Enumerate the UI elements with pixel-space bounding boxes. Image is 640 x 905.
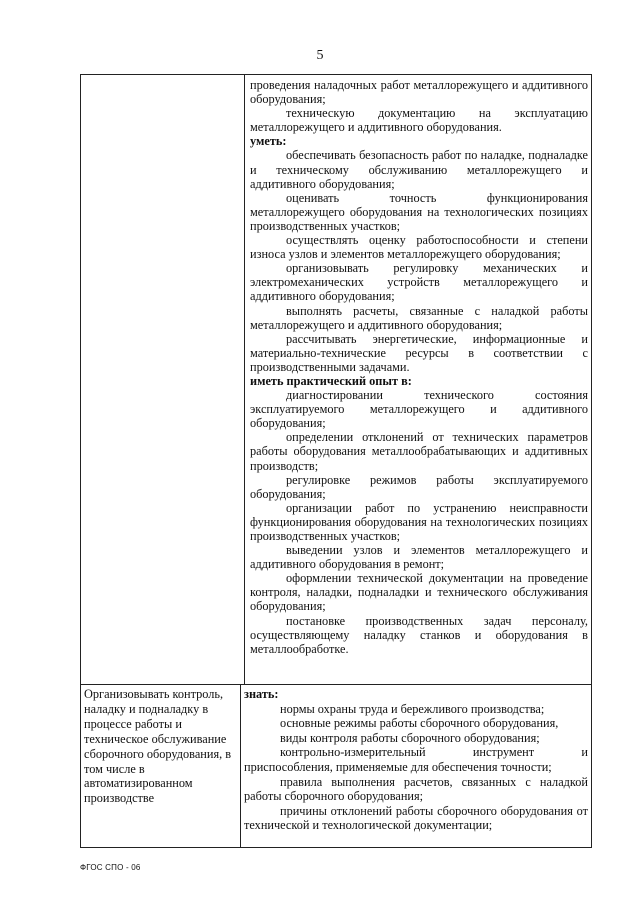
requirement-item: оформлении технической документации на проведение контроля, наладки, подналадки и технического обслуживания оборудования;	[250, 571, 588, 614]
requirement-item: выведении узлов и элементов металлорежущего и аддитивного оборудования в ремонт;	[250, 543, 588, 572]
requirement-item: организовывать регулировку механических и электромеханических устройств металлорежущего и аддитивного оборудования;	[250, 261, 588, 304]
requirement-item: организации работ по устранению неисправности функционирования оборудования на технологических позициях производственных участков;	[250, 500, 588, 543]
requirement-item: осуществлять оценку работоспособности и степени износа узлов и элементов металлорежущего оборудования;	[250, 233, 588, 262]
requirement-item: правила выполнения расчетов, связанных с наладкой работы сборочного оборудования;	[244, 774, 588, 804]
requirement-item: рассчитывать энергетические, информационные и материально-технические ресурсы в соответствии с производственными задачами.	[250, 331, 588, 374]
requirement-item: виды контроля работы сборочного оборудования;	[280, 730, 540, 745]
requirement-item: определении отклонений от технических параметров работы оборудования металлообрабатывающих и аддитивных производств;	[250, 430, 588, 473]
table-column-divider-top	[244, 74, 245, 684]
section-heading: знать:	[244, 687, 279, 701]
requirement-item: регулировке режимов работы эксплуатируемого оборудования;	[250, 472, 588, 501]
requirement-item: причины отклонений работы сборочного оборудования от технической и технологической документации;	[244, 803, 588, 833]
section-heading: уметь:	[250, 134, 287, 149]
requirement-item: диагностировании технического состояния эксплуатируемого металлорежущего и аддитивного оборудования;	[250, 388, 588, 431]
competency-cell	[84, 687, 236, 806]
requirement-item: контрольно-измерительный инструмент и приспособления, применяемые для обеспечения точности;	[244, 745, 588, 774]
requirement-item: постановке производственных задач персоналу, осуществляющему наладку станков и оборудования в металлообработке.	[250, 613, 588, 656]
requirement-item: техническую документацию на эксплуатацию металлорежущего и аддитивного оборудования.	[250, 106, 588, 135]
requirement-item: нормы охраны труда и бережливого производства;	[280, 701, 545, 716]
requirements-cell-top	[250, 78, 588, 656]
section-heading: иметь практический опыт в:	[250, 373, 412, 388]
requirement-item: выполнять расчеты, связанные с наладкой работы металлорежущего и аддитивного оборудования;	[250, 303, 588, 332]
requirements-cell-bottom	[244, 687, 588, 833]
requirement-item: проведения наладочных работ металлорежущего и аддитивного оборудования;	[250, 78, 588, 107]
table-row-divider	[80, 684, 592, 685]
requirement-item: основные режимы работы сборочного оборудования,	[280, 716, 559, 731]
table-column-divider-bottom	[240, 684, 241, 848]
footer-code: ФГОС СПО - 06	[80, 863, 141, 872]
page-number: 5	[316, 48, 324, 63]
requirement-item: обеспечивать безопасность работ по наладке, подналадке и техническому обслуживанию металлорежущего и аддитивного оборудования;	[250, 148, 588, 191]
competency-text: Организовывать контроль, наладку и подналадку в процессе работы и техническое обслуживание сборочного оборудования, в том числе в автоматизированном производстве	[84, 687, 232, 806]
requirement-item: оценивать точность функционирования металлорежущего оборудования на технологических позициях производственных участков;	[250, 190, 588, 233]
